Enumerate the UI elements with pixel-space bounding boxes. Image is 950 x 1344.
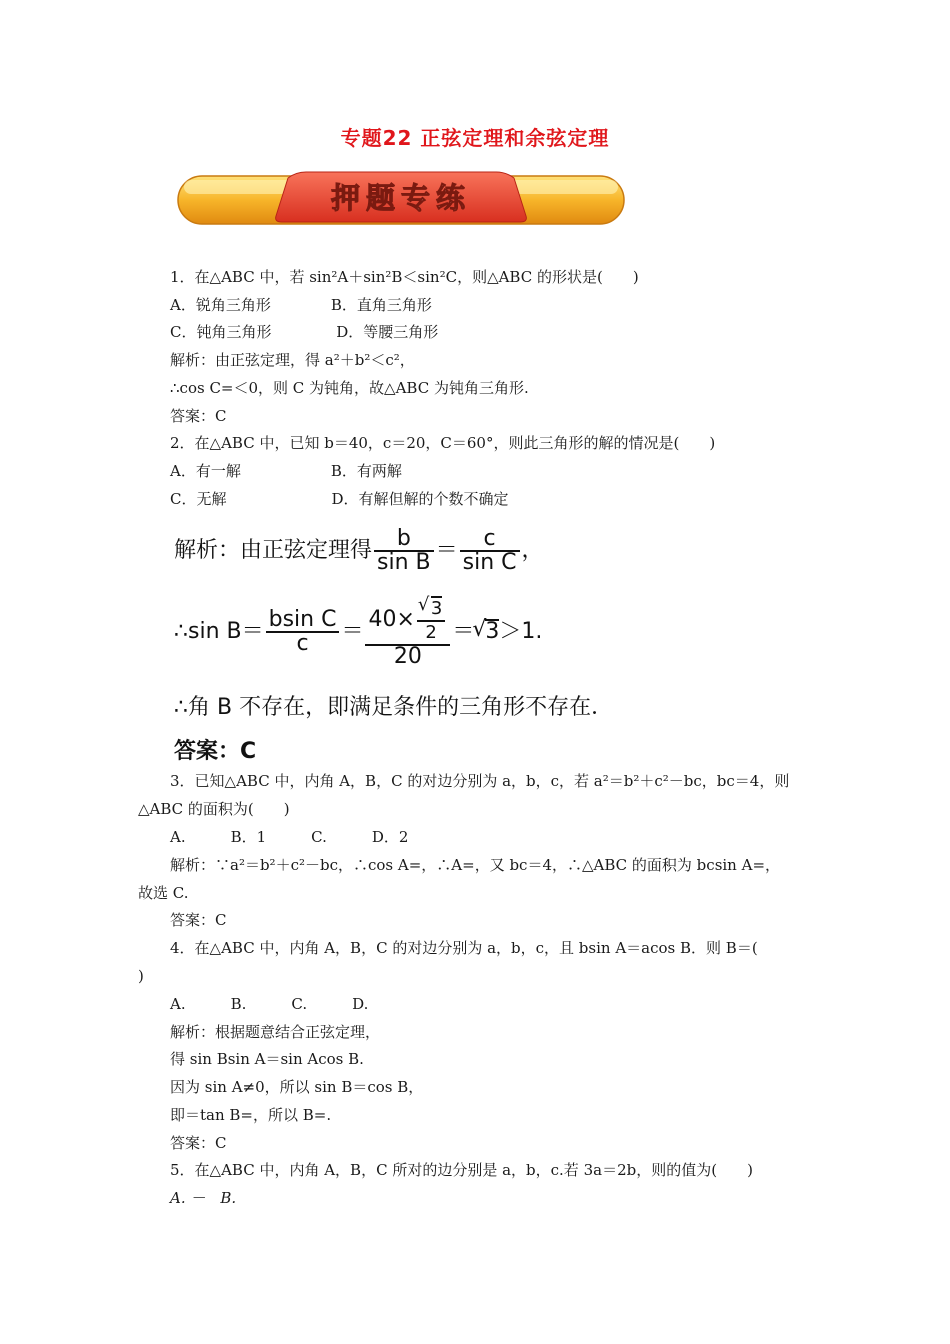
q1-options-ab: A．锐角三角形 B．直角三角形 xyxy=(170,296,432,314)
q3-answer: 答案：C xyxy=(170,911,227,929)
q4-stem-2: ) xyxy=(138,967,144,985)
banner-text: 押题专练 xyxy=(330,181,472,215)
q3-solution-1: 解析：∵a²＝b²＋c²－bc，∴cos A=，∴A=，又 bc＝4，∴△ABC 的面积为 bcsin A=， xyxy=(170,856,781,874)
q4-solution-3: 因为 sin A≠0，所以 sin B＝cos B， xyxy=(170,1078,424,1096)
q3-stem-1: 3．已知△ABC 中，内角 A，B，C 的对边分别为 a，b，c，若 a²＝b²＋c²－bc，bc＝4，则 xyxy=(170,772,790,790)
q4-solution-1: 解析：根据题意结合正弦定理， xyxy=(170,1023,381,1041)
q4-options: A. B. C. D. xyxy=(170,995,369,1013)
q1-solution-2: ∴cos C=＜0，则 C 为钝角，故△ABC 为钝角三角形. xyxy=(170,379,529,397)
page-title: 专题22 正弦定理和余弦定理 xyxy=(340,126,610,150)
q4-answer: 答案：C xyxy=(170,1134,227,1152)
q2-solution-line2: ∴sin B＝ $\frac{\text{bsin C}}{c}$ ＝ 40× √ $\frac{3}{2}$ 20 ＝√ 3＞1. xyxy=(174,596,542,668)
q1-options-cd: C．钝角三角形 D．等腰三角形 xyxy=(170,323,439,341)
banner xyxy=(176,170,626,228)
q3-stem-2: △ABC 的面积为( ) xyxy=(138,800,290,818)
q2-stem: 2．在△ABC 中，已知 b＝40，c＝20，C＝60°，则此三角形的解的情况是( ) xyxy=(170,434,716,452)
q1-answer: 答案：C xyxy=(170,407,227,425)
q4-stem-1: 4．在△ABC 中，内角 A，B，C 的对边分别为 a，b，c，且 bsin A＝acos B．则 B＝( xyxy=(170,939,758,957)
q4-solution-4: 即＝tan B=，所以 B=. xyxy=(170,1106,332,1124)
q2-options-ab: A．有一解 B．有两解 xyxy=(170,462,402,480)
q5-options: A. － B. xyxy=(170,1189,237,1207)
q2-solution-line3: ∴角 B 不存在，即满足条件的三角形不存在． xyxy=(174,695,614,720)
q1-solution-1: 解析：由正弦定理，得 a²＋b²＜c²， xyxy=(170,351,415,369)
q4-solution-2: 得 sin Bsin A＝sin Acos B. xyxy=(170,1050,364,1068)
q1-stem: 1．在△ABC 中，若 sin²A＋sin²B＜sin²C，则△ABC 的形状是( ) xyxy=(170,268,639,286)
q2-answer: 答案：C xyxy=(174,739,257,764)
q5-stem: 5．在△ABC 中，内角 A，B，C 所对的边分别是 a，b，c.若 3a＝2b，则的值为( ) xyxy=(170,1161,753,1179)
q2-options-cd: C．无解 D．有解但解的个数不确定 xyxy=(170,490,509,508)
q3-options: A. B．1 C. D．2 xyxy=(170,828,409,846)
q3-solution-2: 故选 C. xyxy=(138,884,189,902)
q2-solution-line1: 解析：由正弦定理得 $\frac{b}{\text{sin B}}$ ＝ $\frac{c}{\text{sin C}}$ ， xyxy=(174,526,544,575)
